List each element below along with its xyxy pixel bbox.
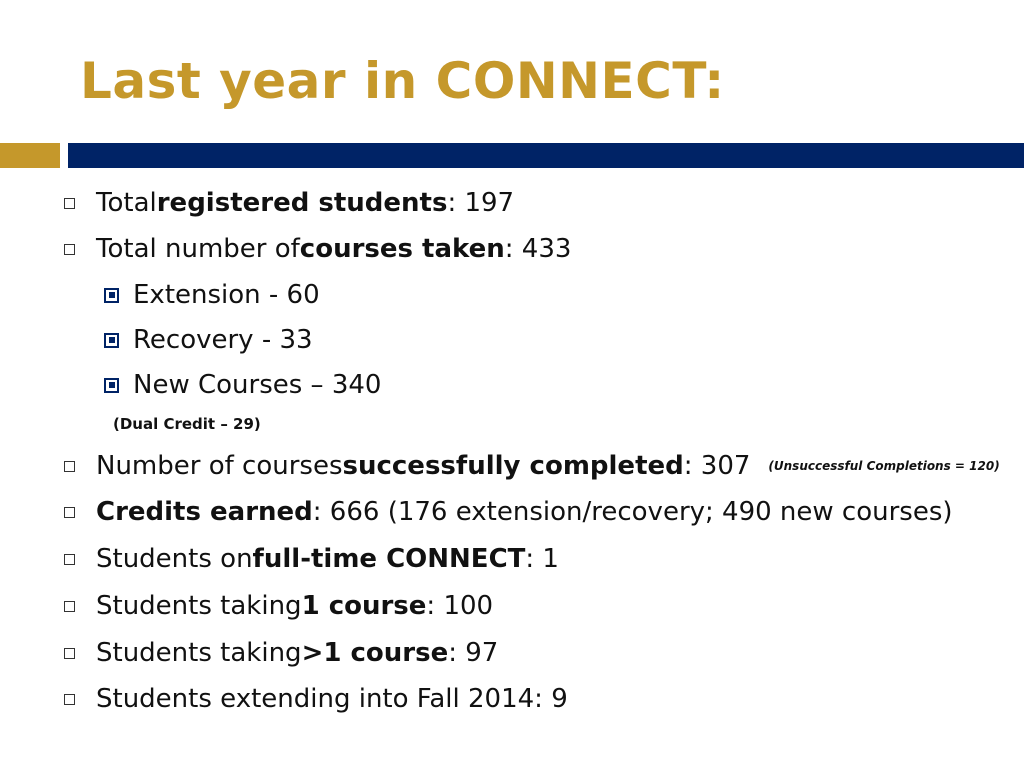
- accent-bar-gold: [0, 143, 60, 168]
- sublist-item-recovery: Recovery - 33: [104, 322, 313, 358]
- sublist-item-new-courses: New Courses – 340: [104, 367, 381, 403]
- dual-credit-note: (Dual Credit – 29): [113, 415, 261, 433]
- accent-bar-navy: [68, 143, 1024, 168]
- square-bullet-icon: [64, 198, 75, 209]
- list-item-courses-taken: Total number of courses taken : 433: [64, 231, 571, 267]
- square-bullet-icon: [64, 601, 75, 612]
- square-bullet-icon: [64, 694, 75, 705]
- unsuccessful-note: (Unsuccessful Completions = 120): [768, 459, 1000, 473]
- slide-title: Last year in CONNECT:: [80, 52, 725, 110]
- list-item-credits-earned: Credits earned : 666 (176 extension/recovery; 490 new courses): [64, 494, 953, 530]
- filled-square-bullet-icon: [104, 288, 119, 303]
- square-bullet-icon: [64, 554, 75, 565]
- list-item-one-course: Students taking 1 course : 100: [64, 588, 493, 624]
- square-bullet-icon: [64, 507, 75, 518]
- list-item-successfully-completed: Number of courses successfully completed : 307 (Unsuccessful Completions = 120): [64, 448, 1000, 484]
- list-item-extending-fall: Students extending into Fall 2014: 9: [64, 681, 568, 717]
- square-bullet-icon: [64, 648, 75, 659]
- filled-square-bullet-icon: [104, 333, 119, 348]
- list-item-registered-students: Total registered students : 197: [64, 185, 514, 221]
- square-bullet-icon: [64, 461, 75, 472]
- filled-square-bullet-icon: [104, 378, 119, 393]
- sublist-item-extension: Extension - 60: [104, 277, 320, 313]
- list-item-multiple-courses: Students taking >1 course : 97: [64, 635, 498, 671]
- square-bullet-icon: [64, 244, 75, 255]
- list-item-full-time: Students on full-time CONNECT : 1: [64, 541, 559, 577]
